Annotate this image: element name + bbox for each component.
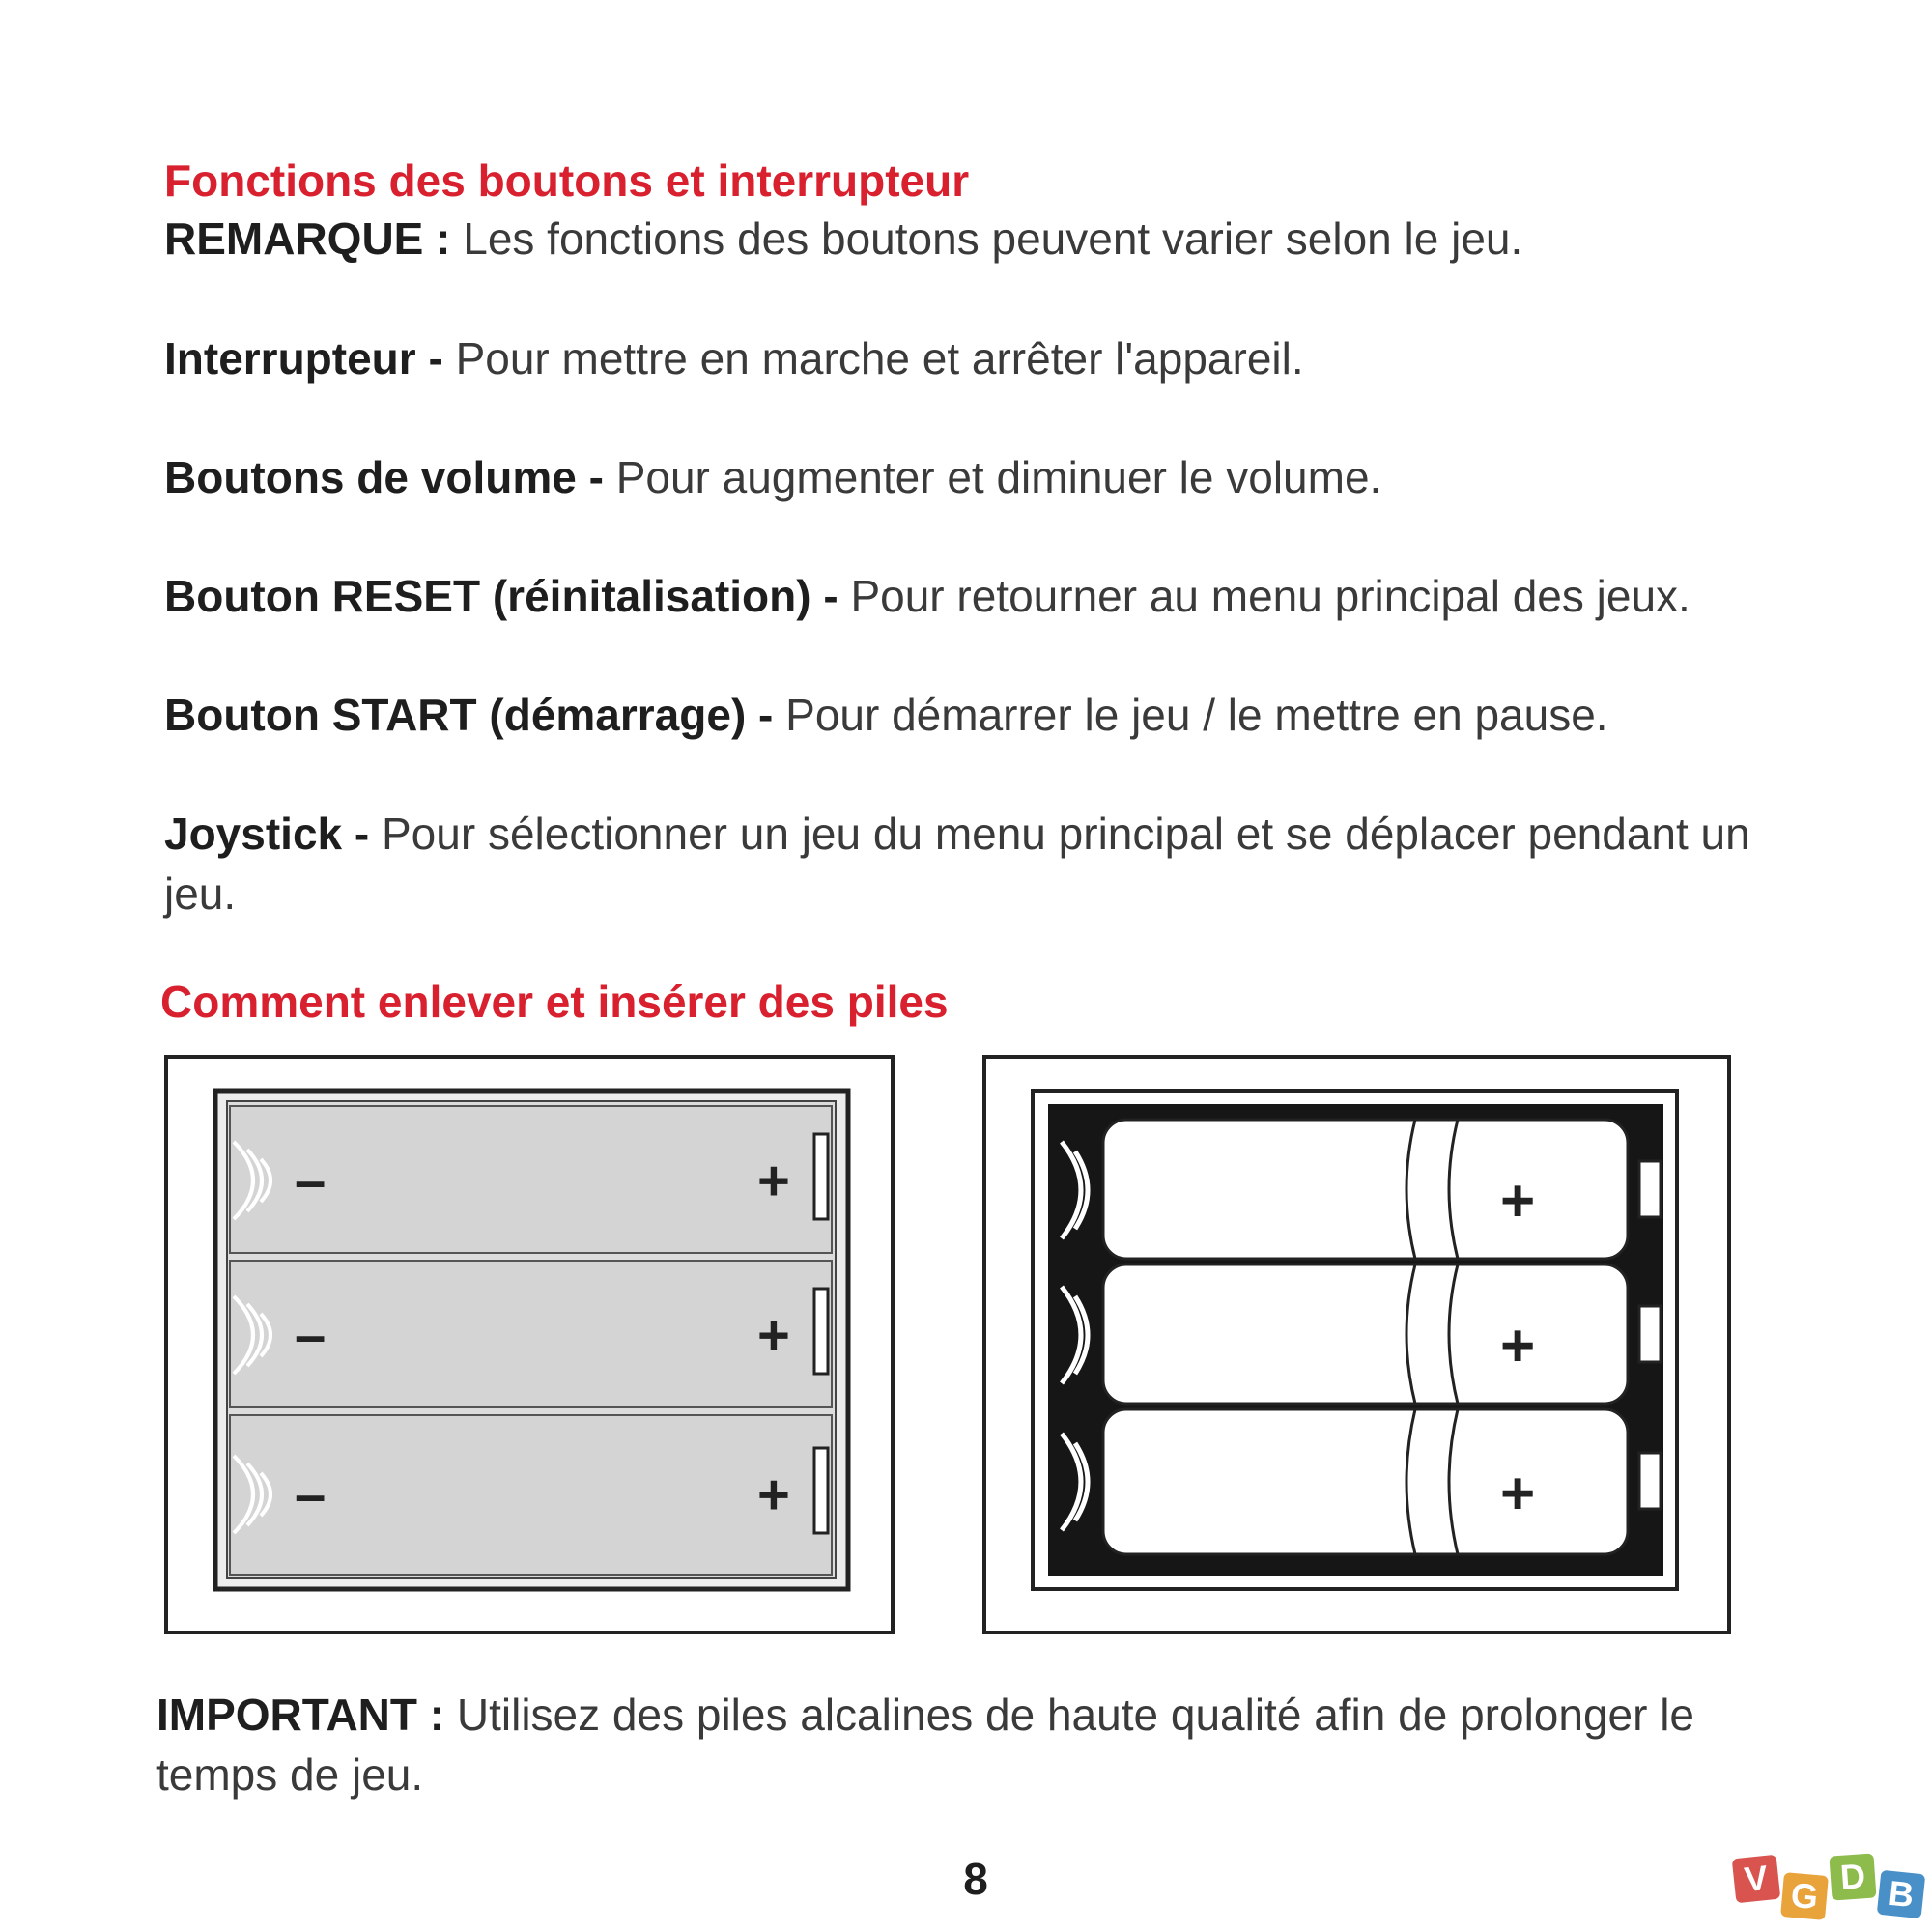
item-label: Boutons de volume -	[164, 452, 604, 502]
minus-label: –	[295, 1463, 327, 1526]
item-reset	[164, 566, 1835, 626]
item-label: Joystick -	[164, 809, 370, 859]
item-label: Interrupteur -	[164, 333, 443, 384]
section-title-buttons: Fonctions des boutons et interrupteur	[164, 156, 970, 206]
note-label: REMARQUE :	[164, 213, 451, 264]
item-text: Pour retourner au menu principal des jeux.	[850, 571, 1690, 621]
item-start	[164, 685, 1835, 745]
plus-label: +	[1500, 1313, 1536, 1379]
minus-label: –	[295, 1150, 327, 1212]
plus-label: +	[1500, 1461, 1536, 1527]
watermark-logo	[1734, 1853, 1927, 1924]
plus-label: +	[757, 1150, 790, 1212]
logo-letter: B	[1877, 1870, 1926, 1919]
item-interrupteur	[164, 328, 1835, 388]
logo-letter: V	[1732, 1855, 1781, 1904]
item-text: Pour sélectionner un jeu du menu principal et se déplacer pendant un jeu.	[164, 809, 1750, 919]
item-text: Pour démarrer le jeu / le mettre en pause.	[785, 690, 1608, 740]
plus-label: +	[757, 1304, 790, 1367]
item-label: Bouton RESET (réinitalisation) -	[164, 571, 838, 621]
item-volume	[164, 447, 1835, 507]
plus-label: +	[1500, 1168, 1536, 1235]
item-joystick	[164, 804, 1806, 923]
item-text: Pour augmenter et diminuer le volume.	[615, 452, 1382, 502]
item-label: Bouton START (démarrage) -	[164, 690, 774, 740]
important-paragraph	[156, 1685, 1799, 1804]
logo-letter: D	[1829, 1853, 1876, 1900]
logo-letter: G	[1780, 1872, 1829, 1920]
minus-label: –	[295, 1304, 327, 1367]
figure-batteries-installed	[982, 1055, 1731, 1634]
note-text: Les fonctions des boutons peuvent varier selon le jeu.	[463, 213, 1523, 264]
page-number: 8	[963, 1854, 988, 1904]
important-label: IMPORTANT :	[156, 1690, 445, 1740]
item-text: Pour mettre en marche et arrêter l'appareil.	[455, 333, 1304, 384]
figure-empty-compartment	[164, 1055, 895, 1634]
note-paragraph	[164, 209, 1835, 269]
important-text: Utilisez des piles alcalines de haute qualité afin de prolonger le temps de jeu.	[156, 1690, 1695, 1800]
section-title-batteries: Comment enlever et insérer des piles	[160, 977, 949, 1027]
plus-label: +	[757, 1463, 790, 1526]
